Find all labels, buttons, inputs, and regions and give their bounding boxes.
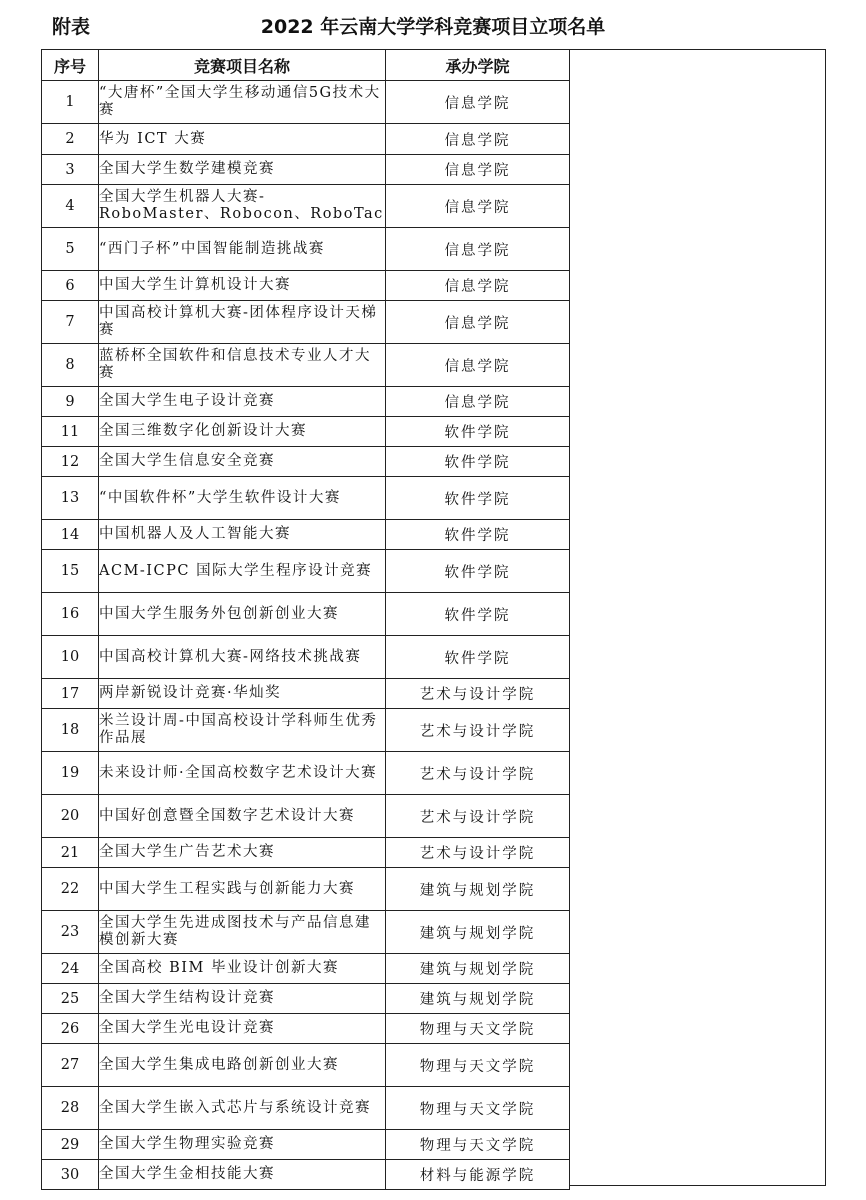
- competition-name: 全国大学生广告艺术大赛: [99, 838, 386, 868]
- host-college: 信息学院: [386, 228, 570, 271]
- table-row: [42, 1130, 570, 1160]
- blank-column-box: [569, 49, 826, 1186]
- table-row: [42, 477, 570, 520]
- competition-table: [41, 49, 570, 1190]
- host-college: 建筑与规划学院: [386, 868, 570, 911]
- competition-name: 全国大学生机器人大赛-RoboMaster、Robocon、RoboTac: [99, 185, 386, 228]
- competition-name: 华为 ICT 大赛: [99, 124, 386, 155]
- table-row: [42, 1160, 570, 1190]
- row-number: 16: [42, 593, 99, 636]
- competition-name: 中国高校计算机大赛-团体程序设计天梯赛: [99, 301, 386, 344]
- table-row: [42, 679, 570, 709]
- document-header: [0, 0, 866, 48]
- row-number: 19: [42, 752, 99, 795]
- competition-name: 全国三维数字化创新设计大赛: [99, 417, 386, 447]
- column-header-no: 序号: [42, 50, 99, 81]
- row-number: 8: [42, 344, 99, 387]
- row-number: 4: [42, 185, 99, 228]
- row-number: 15: [42, 550, 99, 593]
- row-number: 26: [42, 1014, 99, 1044]
- table-row: [42, 911, 570, 954]
- competition-name: 全国高校 BIM 毕业设计创新大赛: [99, 954, 386, 984]
- row-number: 22: [42, 868, 99, 911]
- row-number: 25: [42, 984, 99, 1014]
- host-college: 信息学院: [386, 387, 570, 417]
- host-college: 艺术与设计学院: [386, 679, 570, 709]
- host-college: 艺术与设计学院: [386, 838, 570, 868]
- competition-name: 中国好创意暨全国数字艺术设计大赛: [99, 795, 386, 838]
- row-number: 7: [42, 301, 99, 344]
- column-header-dept: 承办学院: [386, 50, 570, 81]
- row-number: 9: [42, 387, 99, 417]
- host-college: 建筑与规划学院: [386, 911, 570, 954]
- row-number: 23: [42, 911, 99, 954]
- table-row: [42, 155, 570, 185]
- competition-name: 全国大学生结构设计竞赛: [99, 984, 386, 1014]
- row-number: 30: [42, 1160, 99, 1190]
- row-number: 5: [42, 228, 99, 271]
- row-number: 1: [42, 81, 99, 124]
- table-row: [42, 417, 570, 447]
- table-row: [42, 636, 570, 679]
- competition-name: 米兰设计周-中国高校设计学科师生优秀作品展: [99, 709, 386, 752]
- competition-name: “大唐杯”全国大学生移动通信5G技术大赛: [99, 81, 386, 124]
- row-number: 29: [42, 1130, 99, 1160]
- competition-name: 中国高校计算机大赛-网络技术挑战赛: [99, 636, 386, 679]
- column-header-name: 竞赛项目名称: [99, 50, 386, 81]
- attachment-label: 附表: [52, 16, 91, 38]
- table-row: [42, 868, 570, 911]
- host-college: 软件学院: [386, 520, 570, 550]
- host-college: 物理与天文学院: [386, 1014, 570, 1044]
- host-college: 物理与天文学院: [386, 1044, 570, 1087]
- host-college: 软件学院: [386, 636, 570, 679]
- competition-name: 中国大学生计算机设计大赛: [99, 271, 386, 301]
- host-college: 信息学院: [386, 81, 570, 124]
- row-number: 3: [42, 155, 99, 185]
- host-college: 软件学院: [386, 447, 570, 477]
- table-row: [42, 1014, 570, 1044]
- host-college: 物理与天文学院: [386, 1087, 570, 1130]
- host-college: 材料与能源学院: [386, 1160, 570, 1190]
- host-college: 软件学院: [386, 417, 570, 447]
- host-college: 信息学院: [386, 155, 570, 185]
- host-college: 信息学院: [386, 301, 570, 344]
- row-number: 24: [42, 954, 99, 984]
- competition-name: 全国大学生先进成图技术与产品信息建模创新大赛: [99, 911, 386, 954]
- row-number: 28: [42, 1087, 99, 1130]
- table-row: [42, 387, 570, 417]
- table-row: [42, 81, 570, 124]
- competition-name: “西门子杯”中国智能制造挑战赛: [99, 228, 386, 271]
- competition-name: 全国大学生物理实验竞赛: [99, 1130, 386, 1160]
- table-row: [42, 185, 570, 228]
- host-college: 艺术与设计学院: [386, 709, 570, 752]
- table-row: [42, 984, 570, 1014]
- table-row: [42, 124, 570, 155]
- competition-name: “中国软件杯”大学生软件设计大赛: [99, 477, 386, 520]
- table-row: [42, 344, 570, 387]
- table-row: [42, 550, 570, 593]
- table-row: [42, 447, 570, 477]
- table-row: [42, 271, 570, 301]
- table-header-row: [42, 50, 570, 81]
- table-row: [42, 228, 570, 271]
- row-number: 11: [42, 417, 99, 447]
- row-number: 14: [42, 520, 99, 550]
- host-college: 建筑与规划学院: [386, 954, 570, 984]
- row-number: 18: [42, 709, 99, 752]
- document-title: 2022 年云南大学学科竞赛项目立项名单: [260, 16, 606, 38]
- row-number: 17: [42, 679, 99, 709]
- host-college: 软件学院: [386, 477, 570, 520]
- competition-name: 全国大学生光电设计竞赛: [99, 1014, 386, 1044]
- row-number: 21: [42, 838, 99, 868]
- host-college: 建筑与规划学院: [386, 984, 570, 1014]
- table-row: [42, 1087, 570, 1130]
- host-college: 信息学院: [386, 271, 570, 301]
- row-number: 20: [42, 795, 99, 838]
- table-row: [42, 795, 570, 838]
- host-college: 信息学院: [386, 344, 570, 387]
- host-college: 软件学院: [386, 550, 570, 593]
- table-row: [42, 709, 570, 752]
- host-college: 信息学院: [386, 185, 570, 228]
- competition-name: 蓝桥杯全国软件和信息技术专业人才大赛: [99, 344, 386, 387]
- competition-name: 全国大学生嵌入式芯片与系统设计竞赛: [99, 1087, 386, 1130]
- competition-name: 中国大学生服务外包创新创业大赛: [99, 593, 386, 636]
- table-row: [42, 593, 570, 636]
- table-row: [42, 520, 570, 550]
- host-college: 物理与天文学院: [386, 1130, 570, 1160]
- competition-name: 中国大学生工程实践与创新能力大赛: [99, 868, 386, 911]
- host-college: 艺术与设计学院: [386, 795, 570, 838]
- competition-name: 中国机器人及人工智能大赛: [99, 520, 386, 550]
- host-college: 软件学院: [386, 593, 570, 636]
- row-number: 10: [42, 636, 99, 679]
- competition-name: 全国大学生金相技能大赛: [99, 1160, 386, 1190]
- table-row: [42, 752, 570, 795]
- row-number: 12: [42, 447, 99, 477]
- host-college: 艺术与设计学院: [386, 752, 570, 795]
- table-row: [42, 954, 570, 984]
- competition-name: ACM-ICPC 国际大学生程序设计竞赛: [99, 550, 386, 593]
- row-number: 6: [42, 271, 99, 301]
- row-number: 13: [42, 477, 99, 520]
- competition-name: 全国大学生数学建模竞赛: [99, 155, 386, 185]
- competition-name: 全国大学生信息安全竞赛: [99, 447, 386, 477]
- competition-name: 全国大学生电子设计竞赛: [99, 387, 386, 417]
- host-college: 信息学院: [386, 124, 570, 155]
- competition-name: 未来设计师·全国高校数字艺术设计大赛: [99, 752, 386, 795]
- row-number: 2: [42, 124, 99, 155]
- table-row: [42, 1044, 570, 1087]
- table-row: [42, 301, 570, 344]
- table-row: [42, 838, 570, 868]
- competition-name: 全国大学生集成电路创新创业大赛: [99, 1044, 386, 1087]
- competition-name: 两岸新锐设计竞赛·华灿奖: [99, 679, 386, 709]
- row-number: 27: [42, 1044, 99, 1087]
